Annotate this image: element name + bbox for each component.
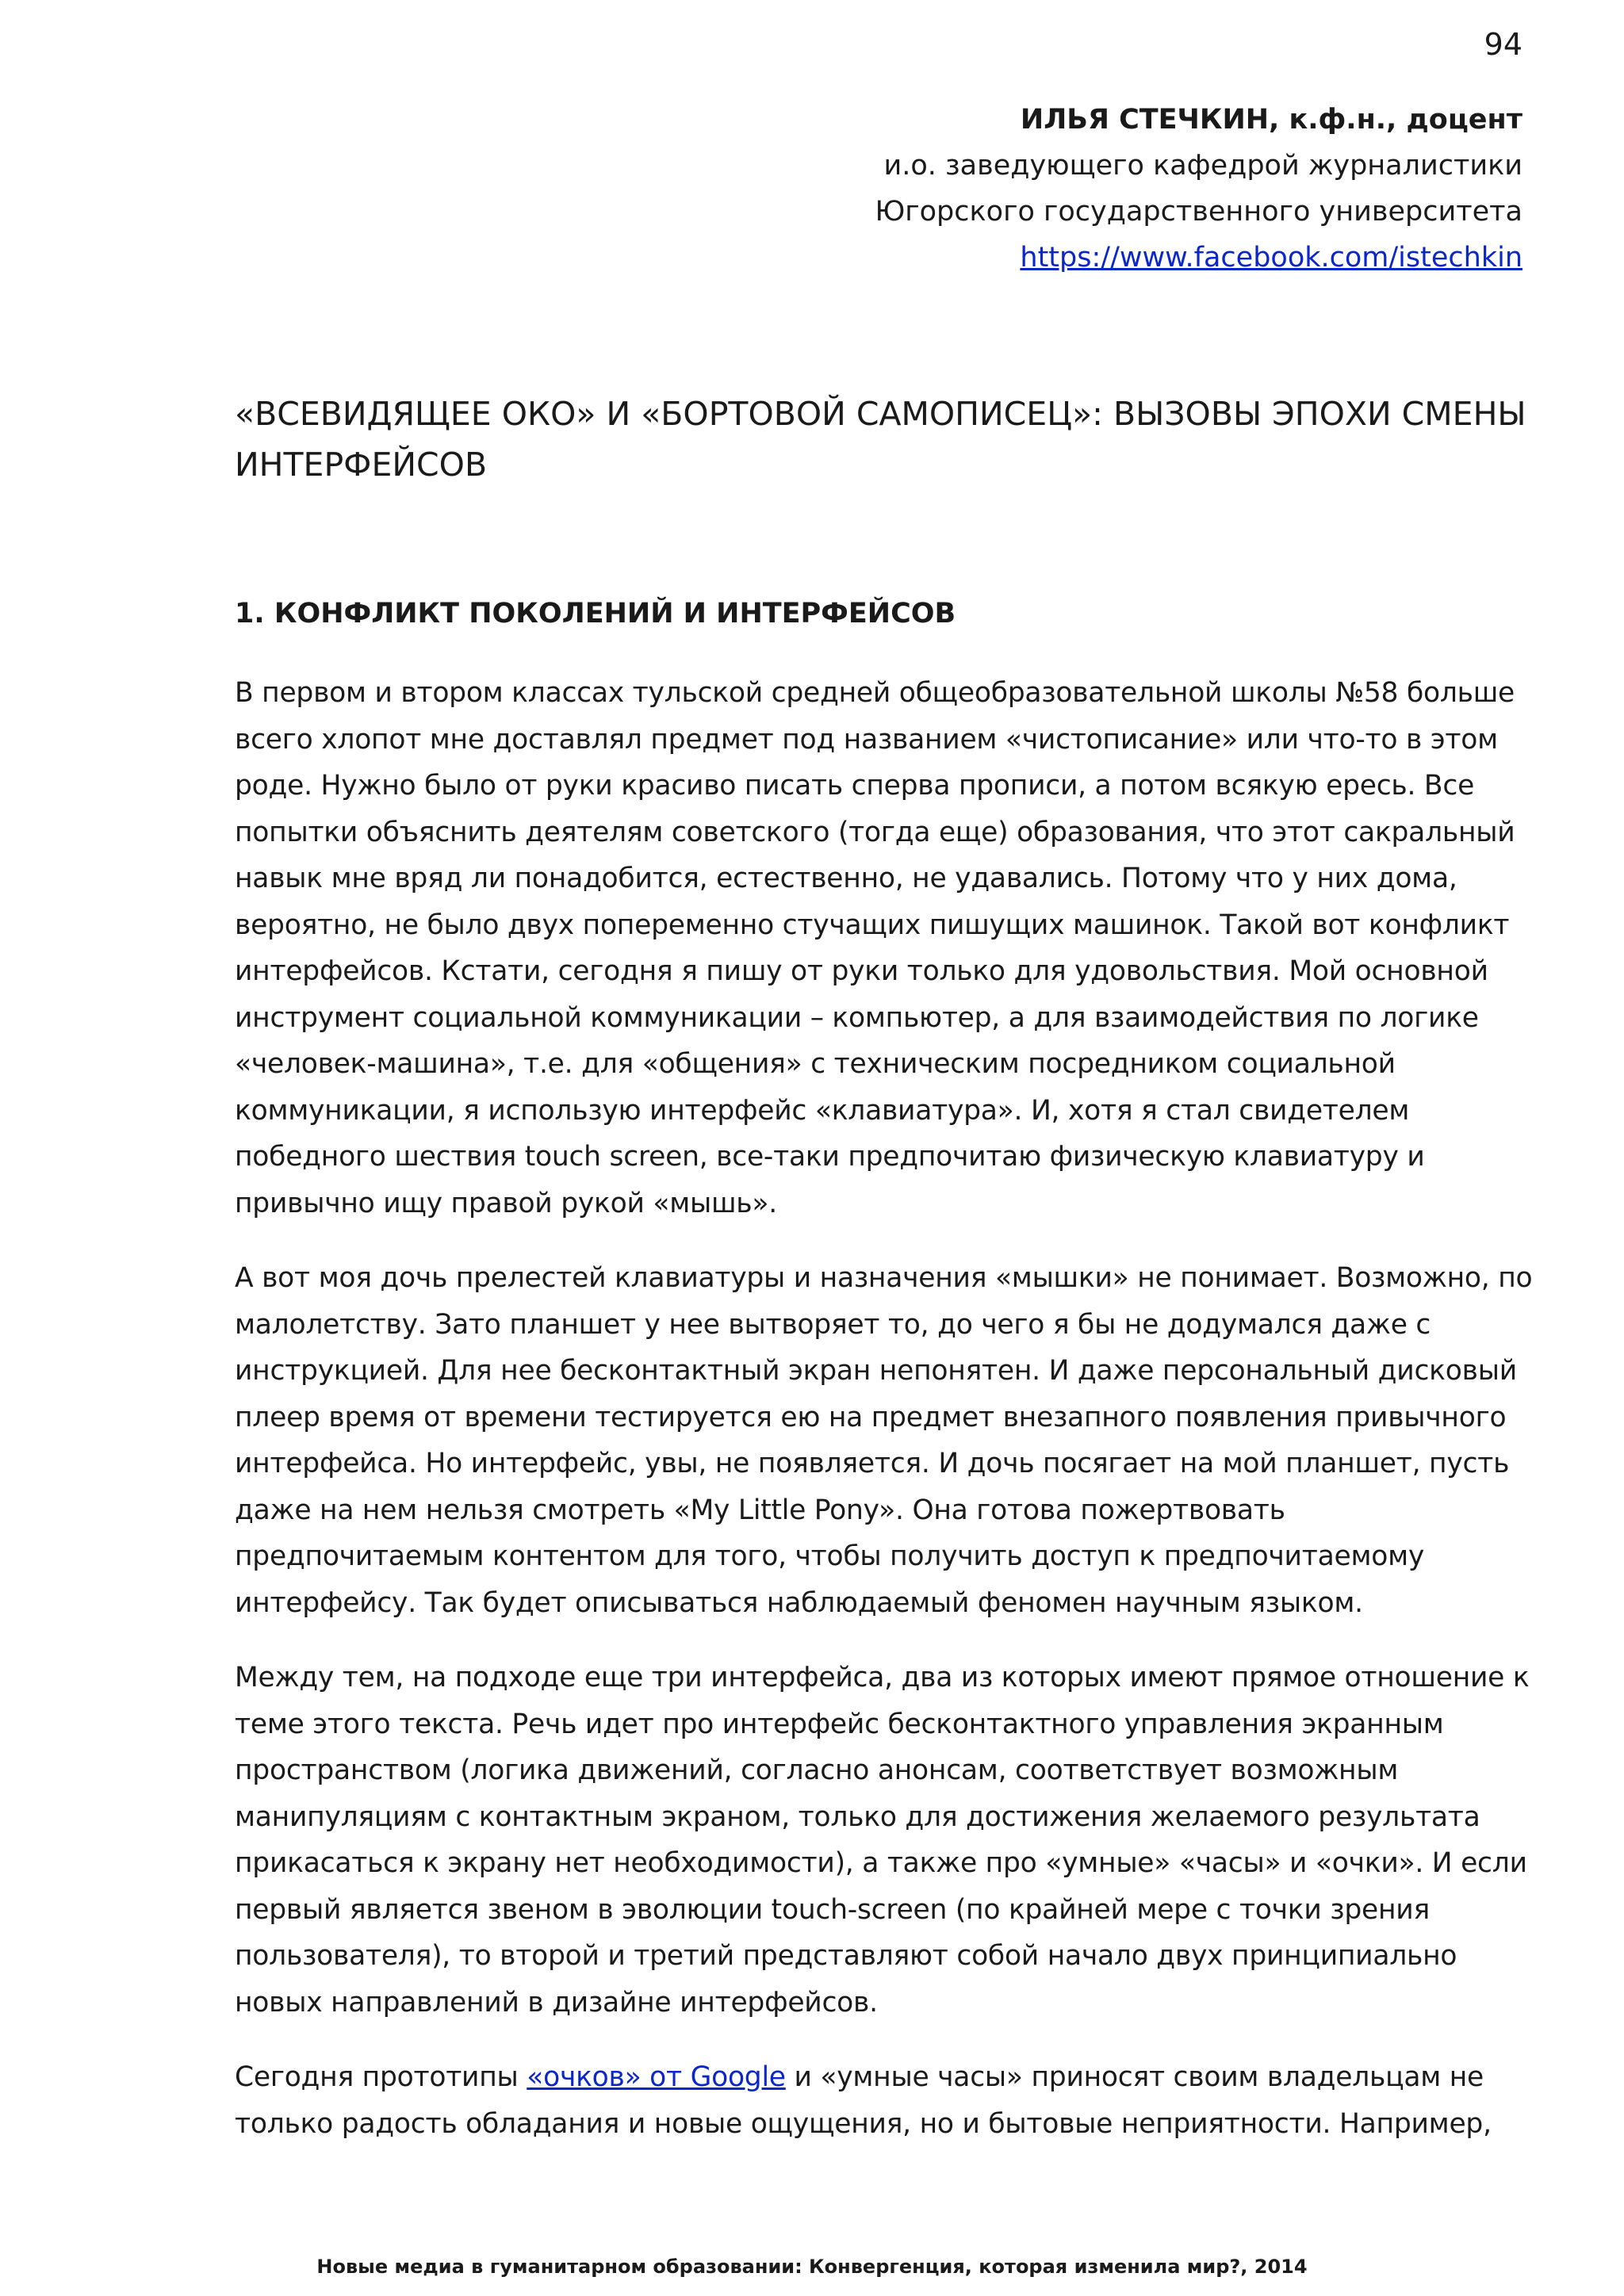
author-block [875,97,1522,281]
author-name: ИЛЬЯ СТЕЧКИН, к.ф.н., доцент [1020,104,1522,136]
google-glasses-link[interactable]: «очков» от Google [527,2061,786,2093]
author-facebook-link[interactable]: https://www.facebook.com/istechkin [1020,242,1522,274]
page-number: 94 [1484,27,1522,62]
page-footer: Новые медиа в гуманитарном образовании: Конвергенция, которая изменила мир?, 2014 [316,2256,1308,2278]
paragraph-3: Между тем, на подходе еще три интерфейса, два из которых имеют прямое отношение к теме этого текста. Речь идет про интерфейс бесконтактного управления экранным пространством (логика движений, согласно анонсам, соответствует возможным манипуляциям с контактным экраном, только для достижения желаемого результата прикасаться к экрану нет необходимости), а также про «умные» «часы» и «очки». И если первый является звеном в эволюции touch-screen (по крайней мере с точки зрения пользователя), то второй и третий представляют собой начало двух принципиально новых направлений в дизайне интерфейсов. [235,1662,1530,2019]
article-title-line-1: «ВСЕВИДЯЩЕЕ ОКО» И «БОРТОВОЙ САМОПИСЕЦ»: ВЫЗОВЫ ЭПОХИ СМЕНЫ [235,395,1526,433]
paragraph-4-text-after-link: и «умные часы» приносят своим владельцам не только радость обладания и новые ощущения, но и бытовые неприятности. Например, [235,2061,1492,2140]
author-position: и.о. заведующего кафедрой журналистики [883,150,1522,182]
article-title [235,388,1551,490]
paragraph-1: В первом и втором классах тульской средней общеобразовательной школы №58 больше всего хлопот мне доставлял предмет под названием «чистописание» или что-то в этом роде. Нужно было от руки красиво писать сперва прописи, а потом всякую ересь. Все попытки объяснить деятелям советского (тогда еще) образования, что этот сакральный навык мне вряд ли понадобится, естественно, не удавались. Потому что у них дома, вероятно, не было двух попеременно стучащих пишущих машинок. Такой вот конфликт интерфейсов. Кстати, сегодня я пишу от руки только для удовольствия. Мой основной инструмент социальной коммуникации – компьютер, а для взаимодействия по логике «человек-машина», т.е. для «общения» с техническим посредником социальной коммуникации, я использую интерфейс «клавиатура». И, хотя я стал свидетелем победного шествия touch screen, все-таки предпочитаю физическую клавиатуру и привычно ищу правой рукой «мышь». [235,677,1515,1219]
section-heading: 1. КОНФЛИКТ ПОКОЛЕНИЙ И ИНТЕРФЕЙСОВ [235,598,956,629]
article-title-line-2: ИНТЕРФЕЙСОВ [235,446,488,484]
author-university: Югорского государственного университета [875,196,1522,228]
paragraph-4-text-before-link: Сегодня прототипы [235,2061,527,2093]
article-body [235,670,1535,2175]
paragraph-4 [235,2054,1535,2147]
paragraph-2: А вот моя дочь прелестей клавиатуры и назначения «мышки» не понимает. Возможно, по малолетству. Зато планшет у нее вытворяет то, до чего я бы не додумался даже с инструкцией. Для нее бесконтактный экран непонятен. И даже персональный дисковый плеер время от времени тестируется ею на предмет внезапного появления привычного интерфейса. Но интерфейс, увы, не появляется. И дочь посягает на мой планшет, пусть даже на нем нельзя смотреть «My Little Pony». Она готова пожертвовать предпочитаемым контентом для того, чтобы получить доступ к предпочитаемому интерфейсу. Так будет описываться наблюдаемый феномен научным языком. [235,1262,1533,1619]
